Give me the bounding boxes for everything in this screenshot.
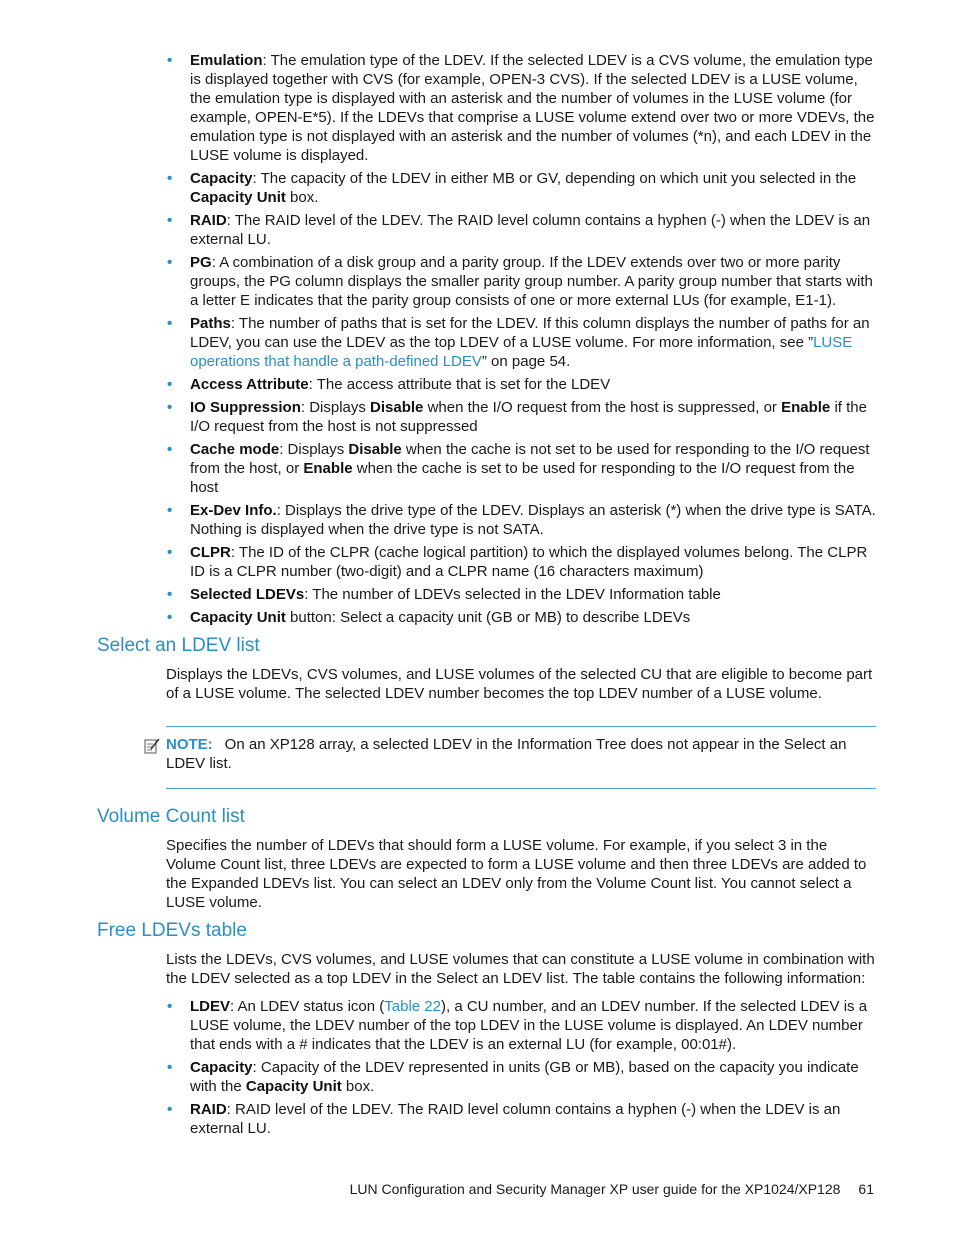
section-body-free-ldevs-table: Lists the LDEVs, CVS volumes, and LUSE volumes that can constitute a LUSE volume in combination with the LDEV selected as a top LDEV in the Select an LDEV list. The table contains the following information: — [166, 951, 875, 987]
table-22-link[interactable]: Table 22 — [384, 998, 441, 1015]
section-heading-volume-count-list: Volume Count list — [97, 806, 245, 827]
page-number: 61 — [858, 1181, 874, 1197]
list-item: • Access Attribute: The access attribute that is set for the LDEV — [166, 375, 876, 394]
footer-title: LUN Configuration and Security Manager XP user guide for the XP1024/XP128 — [349, 1181, 841, 1197]
section-body-select-ldev-list: Displays the LDEVs, CVS volumes, and LUSE volumes of the selected CU that are eligible to become part of a LUSE volume. The selected LDEV number becomes the top LDEV number of a LUSE volume. — [166, 666, 873, 702]
list-item: • Capacity: The capacity of the LDEV in either MB or GV, depending on which unit you selected in the Capacity Unit box. — [166, 169, 876, 207]
list-item: • CLPR: The ID of the CLPR (cache logical partition) to which the displayed volumes belong. The CLPR ID is a CLPR number (two-digit) and a CLPR name (16 characters maximum) — [166, 543, 876, 581]
ldev-info-column-list — [166, 51, 876, 631]
free-ldevs-column-list — [166, 997, 876, 1142]
list-item: • RAID: RAID level of the LDEV. The RAID level column contains a hyphen (-) when the LDEV is an external LU. — [166, 1100, 876, 1138]
note-bottom-divider — [166, 788, 876, 789]
list-item: • Paths: The number of paths that is set for the LDEV. If this column displays the number of paths for an LDEV, you can use the LDEV as the top LDEV of a LUSE volume. For more information, see ”LUSE operations that handle a path-defined LDEV” on page 54. — [166, 314, 876, 371]
page-footer — [350, 1180, 874, 1199]
note-pencil-icon — [143, 737, 161, 755]
list-item: • Capacity Unit button: Select a capacity unit (GB or MB) to describe LDEVs — [166, 608, 876, 627]
list-item: • IO Suppression: Displays Disable when the I/O request from the host is suppressed, or Enable if the I/O request from the host is not suppressed — [166, 398, 876, 436]
list-item: • PG: A combination of a disk group and a parity group. If the LDEV extends over two or more parity groups, the PG column displays the smaller parity group number. A parity group number that starts with a letter E indicates that the parity group consists of one or more external LUs (for example, E1-1). — [166, 253, 876, 310]
list-item: • RAID: The RAID level of the LDEV. The RAID level column contains a hyphen (-) when the LDEV is an external LU. — [166, 211, 876, 249]
list-item: • Selected LDEVs: The number of LDEVs selected in the LDEV Information table — [166, 585, 876, 604]
section-heading-free-ldevs-table: Free LDEVs table — [97, 920, 247, 941]
note-text: On an XP128 array, a selected LDEV in the Information Tree does not appear in the Select an LDEV list. — [166, 736, 847, 772]
note-top-divider — [166, 726, 876, 727]
list-item: • Emulation: The emulation type of the LDEV. If the selected LDEV is a CVS volume, the emulation type is displayed together with CVS (for example, OPEN-3 CVS). If the selected LDEV is a LUSE volume, the emulation type is displayed with an asterisk and the number of volumes in the LUSE volume (for example, OPEN-E*5). If the LDEVs that comprise a LUSE volume extend over two or more VDEVs, the emulation type is not displayed with an asterisk and the number of volumes (*n), and each LDEV in the LUSE volume is displayed. — [166, 51, 876, 165]
section-body-volume-count-list: Specifies the number of LDEVs that should form a LUSE volume. For example, if you select 3 in the Volume Count list, three LDEVs are expected to form a LUSE volume and then three LDEVs are added to the Expanded LDEVs list. You can select an LDEV only from the Volume Count list. You cannot select a LUSE volume. — [166, 837, 867, 911]
note-label: NOTE: — [166, 736, 213, 753]
list-item: • Ex-Dev Info.: Displays the drive type of the LDEV. Displays an asterisk (*) when the drive type is SATA. Nothing is displayed when the drive type is not SATA. — [166, 501, 876, 539]
note-block — [166, 735, 876, 773]
list-item: • LDEV: An LDEV status icon (Table 22), a CU number, and an LDEV number. If the selected LDEV is a LUSE volume, the LDEV number of the top LDEV in the LUSE volume is displayed. An LDEV number that ends with a # indicates that the LDEV is an external LU (for example, 00:01#). — [166, 997, 876, 1054]
list-item: • Cache mode: Displays Disable when the cache is not set to be used for responding to the I/O request from the host, or Enable when the cache is set to be used for responding to the I/O request from the host — [166, 440, 876, 497]
luse-path-defined-ldev-link[interactable]: LUSE operations that handle a path-defined LDEV — [190, 334, 853, 370]
list-item: • Capacity: Capacity of the LDEV represented in units (GB or MB), based on the capacity you indicate with the Capacity Unit box. — [166, 1058, 876, 1096]
section-heading-select-ldev-list: Select an LDEV list — [97, 635, 260, 656]
